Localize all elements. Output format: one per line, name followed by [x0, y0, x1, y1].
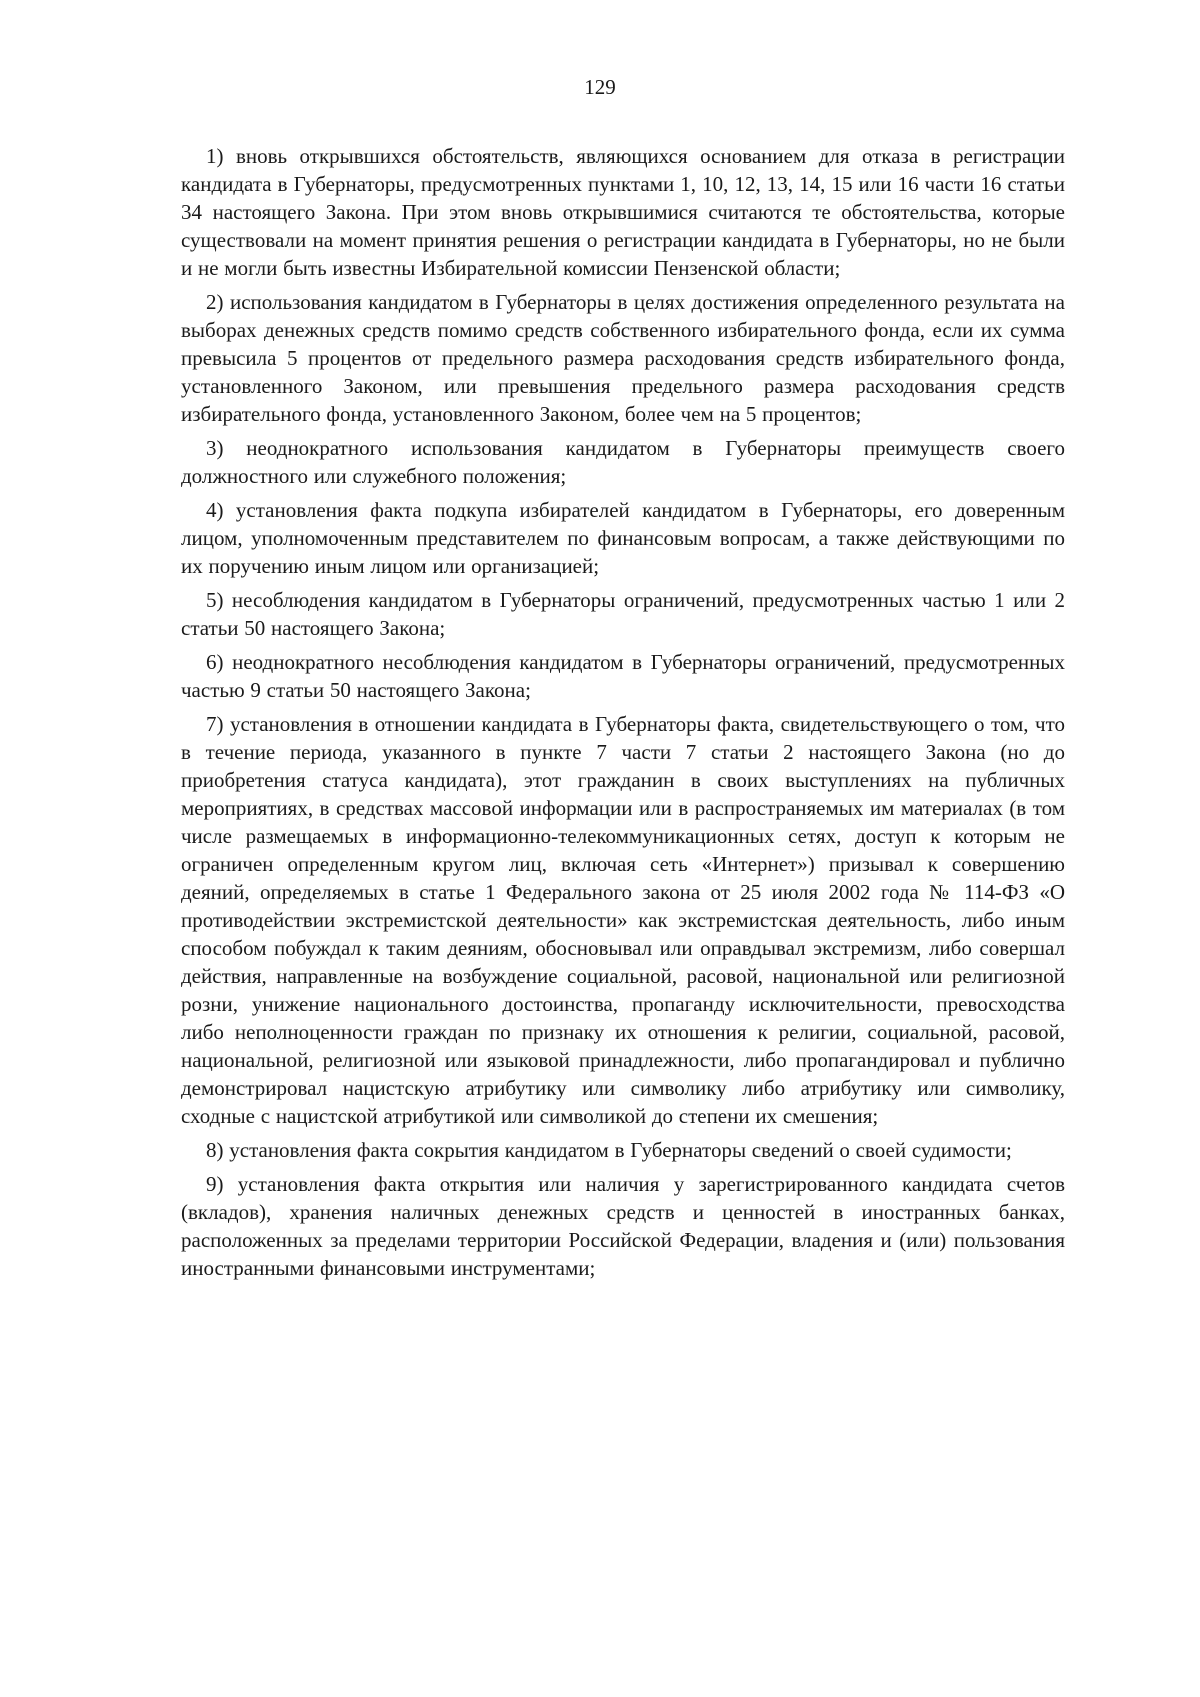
list-item-2: 2) использования кандидатом в Губернаторы в целях достижения определенного результата на выборах денежных средств помимо средств собственного избирательного фонда, если их сумма превысила 5 процентов от предельного размера расходования средств избирательного фонда, установленного Законом, или превышения предельного размера расходования средств избирательного фонда, установленного Законом, более чем на 5 процентов;	[181, 290, 1065, 426]
list-item-1: 1) вновь открывшихся обстоятельств, являющихся основанием для отказа в регистрации кандидата в Губернаторы, предусмотренных пунктами 1, 10, 12, 13, 14, 15 или 16 части 16 статьи 34 настоящего Закона. При этом вновь открывшимися считаются те обстоятельства, которые существовали на момент принятия решения о регистрации кандидата в Губернаторы, но не были и не могли быть известны Избирательной комиссии Пензенской области;	[181, 144, 1065, 280]
list-item-5: 5) несоблюдения кандидатом в Губернаторы ограничений, предусмотренных частью 1 или 2 статьи 50 настоящего Закона;	[181, 588, 1065, 640]
list-item-3: 3) неоднократного использования кандидатом в Губернаторы преимуществ своего должностного или служебного положения;	[181, 436, 1065, 488]
page-number: 129	[584, 75, 616, 99]
document-body	[181, 142, 1065, 1288]
list-item-6: 6) неоднократного несоблюдения кандидатом в Губернаторы ограничений, предусмотренных частью 9 статьи 50 настоящего Закона;	[181, 650, 1065, 702]
list-item-4: 4) установления факта подкупа избирателей кандидатом в Губернаторы, его доверенным лицом, уполномоченным представителем по финансовым вопросам, а также действующими по их поручению иным лицом или организацией;	[181, 498, 1065, 578]
list-item-7: 7) установления в отношении кандидата в Губернаторы факта, свидетельствующего о том, что в течение периода, указанного в пункте 7 части 7 статьи 2 настоящего Закона (но до приобретения статуса кандидата), этот гражданин в своих выступлениях на публичных мероприятиях, в средствах массовой информации или в распространяемых им материалах (в том числе размещаемых в информационно-телекоммуникационных сетях, доступ к которым не ограничен определенным кругом лиц, включая сеть «Интернет») призывал к совершению деяний, определяемых в статье 1 Федерального закона от 25 июля 2002 года № 114-ФЗ «О противодействии экстремистской деятельности» как экстремистская деятельность, либо иным способом побуждал к таким деяниям, обосновывал или оправдывал экстремизм, либо совершал действия, направленные на возбуждение социальной, расовой, национальной или религиозной розни, унижение национального достоинства, пропаганду исключительности, превосходства либо неполноценности граждан по признаку их отношения к религии, социальной, расовой, национальной, религиозной или языковой принадлежности, либо пропагандировал и публично демонстрировал нацистскую атрибутику или символику либо атрибутику или символику, сходные с нацистской атрибутикой или символикой до степени их смешения;	[181, 712, 1065, 1128]
list-item-8: 8) установления факта сокрытия кандидатом в Губернаторы сведений о своей судимости;	[206, 1138, 1012, 1162]
list-item-9: 9) установления факта открытия или наличия у зарегистрированного кандидата счетов (вкладов), хранения наличных денежных средств и ценностей в иностранных банках, расположенных за пределами территории Российской Федерации, владения и (или) пользования иностранными финансовыми инструментами;	[181, 1172, 1065, 1280]
